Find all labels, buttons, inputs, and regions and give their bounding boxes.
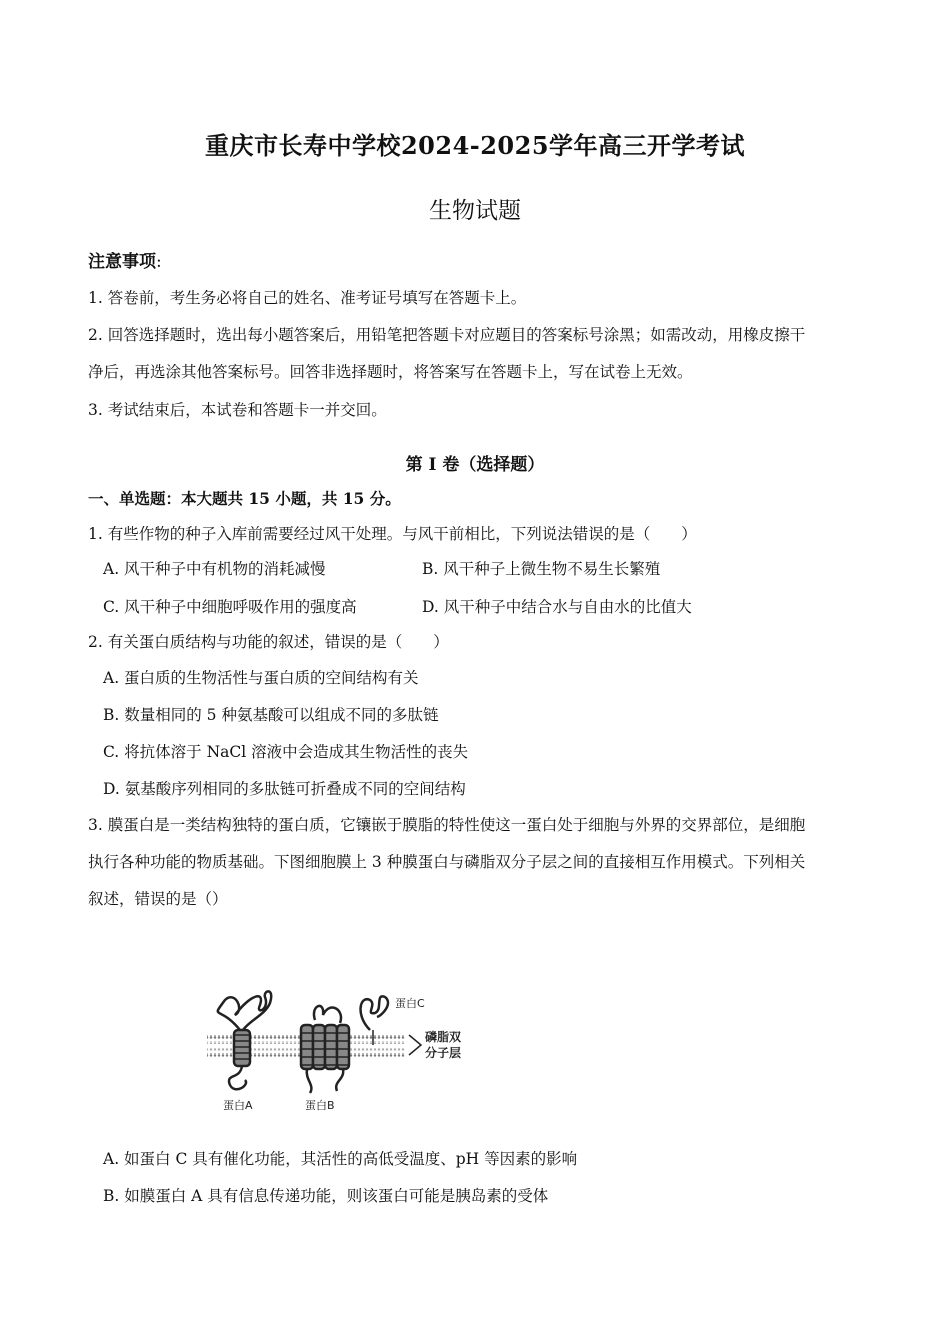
label-bilayer-line2: 分子层 (425, 1046, 462, 1060)
option-c: C. 风干种子中细胞呼吸作用的强度高 (103, 598, 357, 616)
notice-item: 3. 考试结束后，本试卷和答题卡一并交回。 (88, 401, 387, 419)
question-stem: 2. 有关蛋白质结构与功能的叙述，错误的是（ ） (88, 633, 449, 651)
notice-heading-text: 注意事项 (88, 252, 156, 272)
membrane-protein-figure (205, 985, 475, 1115)
option-b: B. 如膜蛋白 A 具有信息传递功能，则该蛋白可能是胰岛素的受体 (103, 1187, 549, 1205)
label-protein-c: 蛋白C (395, 997, 425, 1010)
option-b: B. 数量相同的 5 种氨基酸可以组成不同的多肽链 (103, 706, 439, 724)
notice-item: 2. 回答选择题时，选出每小题答案后，用铅笔把答题卡对应题目的答案标号涂黑；如需改动，用橡皮擦干 (88, 326, 806, 344)
protein-b-shape (301, 1006, 349, 1093)
notice-heading (88, 247, 162, 272)
option-d: D. 氨基酸序列相同的多肽链可折叠成不同的空间结构 (103, 780, 466, 798)
option-b: B. 风干种子上微生物不易生长繁殖 (422, 560, 661, 578)
question-stem: 1. 有些作物的种子入库前需要经过风干处理。与风干前相比，下列说法错误的是（ ） (88, 525, 697, 543)
notice-item: 1. 答卷前，考生务必将自己的姓名、准考证号填写在答题卡上。 (88, 289, 527, 307)
option-a: A. 风干种子中有机物的消耗减慢 (103, 560, 326, 578)
option-a: A. 如蛋白 C 具有催化功能，其活性的高低受温度、pH 等因素的影响 (103, 1150, 578, 1168)
protein-a-shape (218, 991, 271, 1089)
label-protein-a: 蛋白A (223, 1099, 253, 1112)
exam-title: 重庆市长寿中学校2024-2025学年高三开学考试 (204, 131, 746, 160)
question-stem: 叙述，错误的是（） (88, 890, 228, 908)
notice-item: 净后，再选涂其他答案标号。回答非选择题时，将答案写在答题卡上，写在试卷上无效。 (88, 363, 693, 381)
label-bilayer-line1: 磷脂双 (425, 1030, 462, 1044)
option-c: C. 将抗体溶于 NaCl 溶液中会造成其生物活性的丧失 (103, 743, 469, 761)
question-stem: 执行各种功能的物质基础。下图细胞膜上 3 种膜蛋白与磷脂双分子层之间的直接相互作用模式。下列相关 (88, 853, 806, 871)
bilayer-bracket (409, 1035, 421, 1055)
question-stem: 3. 膜蛋白是一类结构独特的蛋白质，它镶嵌于膜脂的特性使这一蛋白处于细胞与外界的交界部位，是细胞 (88, 816, 806, 834)
part-title: 一、单选题：本大题共 15 小题，共 15 分。 (88, 489, 401, 508)
option-d: D. 风干种子中结合水与自由水的比值大 (422, 598, 692, 616)
label-protein-b: 蛋白B (305, 1099, 335, 1112)
option-a: A. 蛋白质的生物活性与蛋白质的空间结构有关 (103, 669, 419, 687)
volume-title: 第 I 卷（选择题） (405, 455, 545, 475)
notice-heading-colon: : (156, 252, 162, 272)
exam-subtitle: 生物试题 (429, 198, 521, 224)
